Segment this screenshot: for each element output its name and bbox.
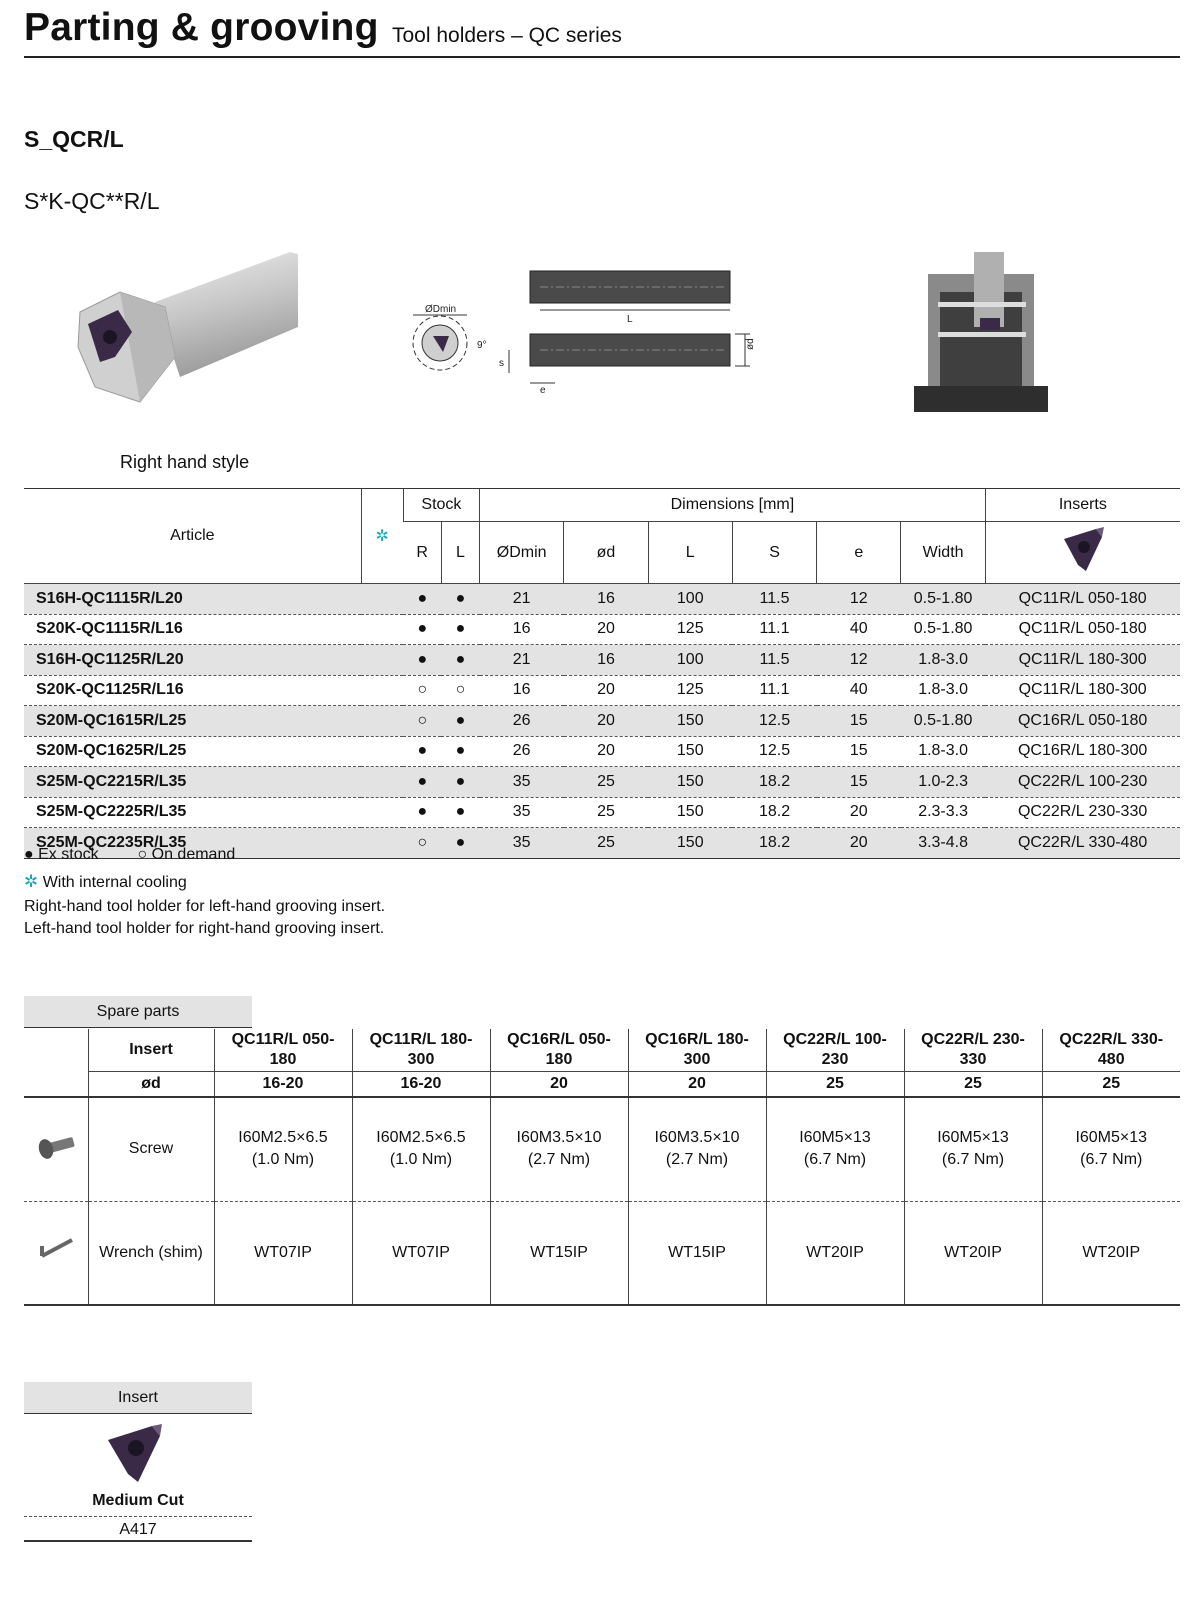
cooling-icon: ✲ [24, 872, 39, 891]
cell-r: ● [403, 767, 441, 798]
e-header: e [817, 522, 901, 584]
dimension-drawing [405, 268, 765, 408]
cell-insert: QC11R/L 050-180 [985, 614, 1180, 645]
wrench-spec: WT15IP [628, 1201, 766, 1305]
cell-e: 15 [817, 767, 901, 798]
cell-width: 1.0-2.3 [901, 767, 985, 798]
table-row [24, 706, 1180, 737]
cell-l: 100 [648, 584, 732, 615]
cell-insert: QC22R/L 100-230 [985, 767, 1180, 798]
insert-tab: Insert [24, 1382, 252, 1414]
spare-insert-header: QC16R/L 180- 300 [628, 1029, 766, 1071]
cell-article: S25M-QC2215R/L35 [24, 767, 361, 798]
holder-code-primary: S_QCR/L [24, 126, 124, 152]
cell-article: S25M-QC2235R/L35 [24, 828, 361, 859]
svg-text:ØDmin: ØDmin [425, 304, 457, 315]
cell-insert: QC11R/L 180-300 [985, 675, 1180, 706]
wrench-spec: WT15IP [490, 1201, 628, 1305]
cell-l: 125 [648, 614, 732, 645]
cell-insert: QC16R/L 180-300 [985, 736, 1180, 767]
cell-s: 18.2 [732, 797, 816, 828]
dimensions-header: Dimensions [mm] [480, 489, 986, 522]
insert-name: Medium Cut [92, 1492, 184, 1509]
spare-d-value: 20 [490, 1071, 628, 1097]
cell-s: 18.2 [732, 767, 816, 798]
screw-spec: I60M2.5×6.5 (1.0 Nm) [352, 1097, 490, 1201]
spare-insert-header: QC16R/L 050- 180 [490, 1029, 628, 1071]
cooling-header-icon: ✲ [361, 489, 403, 584]
cell-s: 11.5 [732, 645, 816, 676]
cell-article: S25M-QC2225R/L35 [24, 797, 361, 828]
cell-article: S20M-QC1615R/L25 [24, 706, 361, 737]
cell-l: ● [441, 797, 479, 828]
dmin-header: ØDmin [480, 522, 564, 584]
cell-r: ○ [403, 675, 441, 706]
cell-l: ● [441, 645, 479, 676]
svg-text:L: L [627, 314, 633, 325]
cell-article: S20K-QC1125R/L16 [24, 675, 361, 706]
cell-l: 125 [648, 675, 732, 706]
page-subtitle: Tool holders – QC series [392, 24, 622, 47]
cell-l: 150 [648, 736, 732, 767]
on-demand-icon: ○ [137, 846, 148, 863]
ex-stock-label: Ex stock [38, 846, 99, 863]
cell-dmin: 21 [480, 645, 564, 676]
insert-header-icon [985, 522, 1180, 584]
cooling-legend [24, 872, 187, 892]
cell-s: 12.5 [732, 706, 816, 737]
cell-width: 3.3-4.8 [901, 828, 985, 859]
tool-holder-table [24, 488, 1180, 859]
svg-text:e: e [540, 385, 546, 396]
wrench-spec: WT07IP [352, 1201, 490, 1305]
wrench-label: Wrench (shim) [88, 1201, 214, 1305]
insert-label: Insert [88, 1029, 214, 1071]
cell-l: ● [441, 736, 479, 767]
screw-spec: I60M5×13 (6.7 Nm) [1042, 1097, 1180, 1201]
cell-dmin: 16 [480, 614, 564, 645]
cell-d: 20 [564, 706, 648, 737]
spare-d-value: 16-20 [352, 1071, 490, 1097]
table-row [24, 736, 1180, 767]
cell-l: 150 [648, 767, 732, 798]
d-header: ød [564, 522, 648, 584]
spare-insert-header: QC22R/L 230- 330 [904, 1029, 1042, 1071]
ex-stock-icon: ● [24, 846, 34, 863]
cell-d: 16 [564, 584, 648, 615]
spare-d-value: 25 [904, 1071, 1042, 1097]
cooling-label: With internal cooling [42, 874, 187, 891]
tool-holder-photo [70, 252, 310, 412]
screw-icon [24, 1097, 88, 1201]
cell-s: 11.5 [732, 584, 816, 615]
cell-l: 100 [648, 645, 732, 676]
cell-article: S16H-QC1115R/L20 [24, 584, 361, 615]
spare-d-value: 25 [1042, 1071, 1180, 1097]
cell-d: 20 [564, 736, 648, 767]
cell-s: 18.2 [732, 828, 816, 859]
cell-width: 1.8-3.0 [901, 675, 985, 706]
cell-e: 40 [817, 614, 901, 645]
s-header: S [732, 522, 816, 584]
cell-e: 15 [817, 736, 901, 767]
d-label: ød [88, 1071, 214, 1097]
cell-r: ● [403, 797, 441, 828]
cell-d: 20 [564, 675, 648, 706]
spare-insert-header: QC11R/L 180- 300 [352, 1029, 490, 1071]
wrench-spec: WT07IP [214, 1201, 352, 1305]
table-row [24, 767, 1180, 798]
insert-code: A417 [24, 1516, 252, 1542]
spare-d-value: 20 [628, 1071, 766, 1097]
cell-s: 11.1 [732, 614, 816, 645]
holder-code-secondary: S*K-QC**R/L [24, 188, 160, 214]
cell-l: 150 [648, 797, 732, 828]
cell-dmin: 26 [480, 706, 564, 737]
cell-article: S20K-QC1115R/L16 [24, 614, 361, 645]
stock-header: Stock [403, 489, 479, 522]
cell-s: 11.1 [732, 675, 816, 706]
cell-l: ● [441, 828, 479, 859]
cell-dmin: 16 [480, 675, 564, 706]
cell-insert: QC11R/L 050-180 [985, 584, 1180, 615]
width-header: Width [901, 522, 985, 584]
cell-width: 2.3-3.3 [901, 797, 985, 828]
cell-dmin: 21 [480, 584, 564, 615]
svg-text:ød: ød [745, 338, 756, 350]
spare-insert-header: QC22R/L 330- 480 [1042, 1029, 1180, 1071]
cell-width: 1.8-3.0 [901, 645, 985, 676]
cell-r: ○ [403, 706, 441, 737]
cell-l: ● [441, 706, 479, 737]
cell-r: ● [403, 645, 441, 676]
cell-e: 40 [817, 675, 901, 706]
note-right-hand: Right-hand tool holder for left-hand grooving insert. [24, 898, 386, 915]
screw-spec: I60M5×13 (6.7 Nm) [904, 1097, 1042, 1201]
table-row [24, 645, 1180, 676]
cell-dmin: 35 [480, 797, 564, 828]
cell-width: 0.5-1.80 [901, 584, 985, 615]
cell-d: 25 [564, 797, 648, 828]
cell-article: S20M-QC1625R/L25 [24, 736, 361, 767]
wrench-spec: WT20IP [766, 1201, 904, 1305]
cell-dmin: 35 [480, 767, 564, 798]
table-row [24, 614, 1180, 645]
cell-e: 12 [817, 584, 901, 615]
insert-image [102, 1420, 168, 1486]
cell-d: 16 [564, 645, 648, 676]
spare-insert-header: QC22R/L 100- 230 [766, 1029, 904, 1071]
inserts-header: Inserts [985, 489, 1180, 522]
cell-l: ○ [441, 675, 479, 706]
cell-insert: QC22R/L 330-480 [985, 828, 1180, 859]
machining-illustration [914, 252, 1048, 412]
cell-width: 0.5-1.80 [901, 706, 985, 737]
cell-r: ● [403, 614, 441, 645]
cell-e: 12 [817, 645, 901, 676]
cell-l: ● [441, 584, 479, 615]
cell-r: ● [403, 736, 441, 767]
image-caption: Right hand style [120, 452, 250, 472]
stock-legend [24, 846, 235, 864]
screw-spec: I60M3.5×10 (2.7 Nm) [628, 1097, 766, 1201]
cell-d: 20 [564, 614, 648, 645]
cell-insert: QC22R/L 230-330 [985, 797, 1180, 828]
cell-insert: QC11R/L 180-300 [985, 645, 1180, 676]
cell-width: 0.5-1.80 [901, 614, 985, 645]
page-header [24, 4, 1180, 58]
cell-l: ● [441, 767, 479, 798]
wrench-icon [24, 1201, 88, 1305]
wrench-spec: WT20IP [1042, 1201, 1180, 1305]
screw-spec: I60M2.5×6.5 (1.0 Nm) [214, 1097, 352, 1201]
cell-insert: QC16R/L 050-180 [985, 706, 1180, 737]
cell-e: 15 [817, 706, 901, 737]
screw-spec: I60M3.5×10 (2.7 Nm) [490, 1097, 628, 1201]
screw-label: Screw [88, 1097, 214, 1201]
spare-d-value: 16-20 [214, 1071, 352, 1097]
cell-l: 150 [648, 706, 732, 737]
cell-e: 20 [817, 797, 901, 828]
length-header: L [648, 522, 732, 584]
svg-text:s: s [499, 358, 504, 369]
cell-l: ● [441, 614, 479, 645]
cell-l: 150 [648, 828, 732, 859]
page-title: Parting & grooving [24, 6, 379, 49]
article-header: Article [24, 489, 361, 584]
wrench-spec: WT20IP [904, 1201, 1042, 1305]
spare-parts-table [24, 1029, 1180, 1306]
spare-insert-header: QC11R/L 050- 180 [214, 1029, 352, 1071]
note-left-hand: Left-hand tool holder for right-hand grooving insert. [24, 920, 385, 937]
cell-r: ● [403, 584, 441, 615]
table-row [24, 675, 1180, 706]
table-row [24, 797, 1180, 828]
cell-d: 25 [564, 828, 648, 859]
screw-spec: I60M5×13 (6.7 Nm) [766, 1097, 904, 1201]
svg-text:9°: 9° [477, 340, 487, 351]
cell-r: ○ [403, 828, 441, 859]
cell-dmin: 26 [480, 736, 564, 767]
stock-r-header: R [403, 522, 441, 584]
table-row [24, 584, 1180, 615]
cell-e: 20 [817, 828, 901, 859]
cell-s: 12.5 [732, 736, 816, 767]
cell-article: S16H-QC1125R/L20 [24, 645, 361, 676]
cell-dmin: 35 [480, 828, 564, 859]
spare-d-value: 25 [766, 1071, 904, 1097]
cell-d: 25 [564, 767, 648, 798]
stock-l-header: L [441, 522, 479, 584]
cell-width: 1.8-3.0 [901, 736, 985, 767]
spare-parts-tab: Spare parts [24, 996, 252, 1028]
on-demand-label: On demand [151, 846, 236, 863]
